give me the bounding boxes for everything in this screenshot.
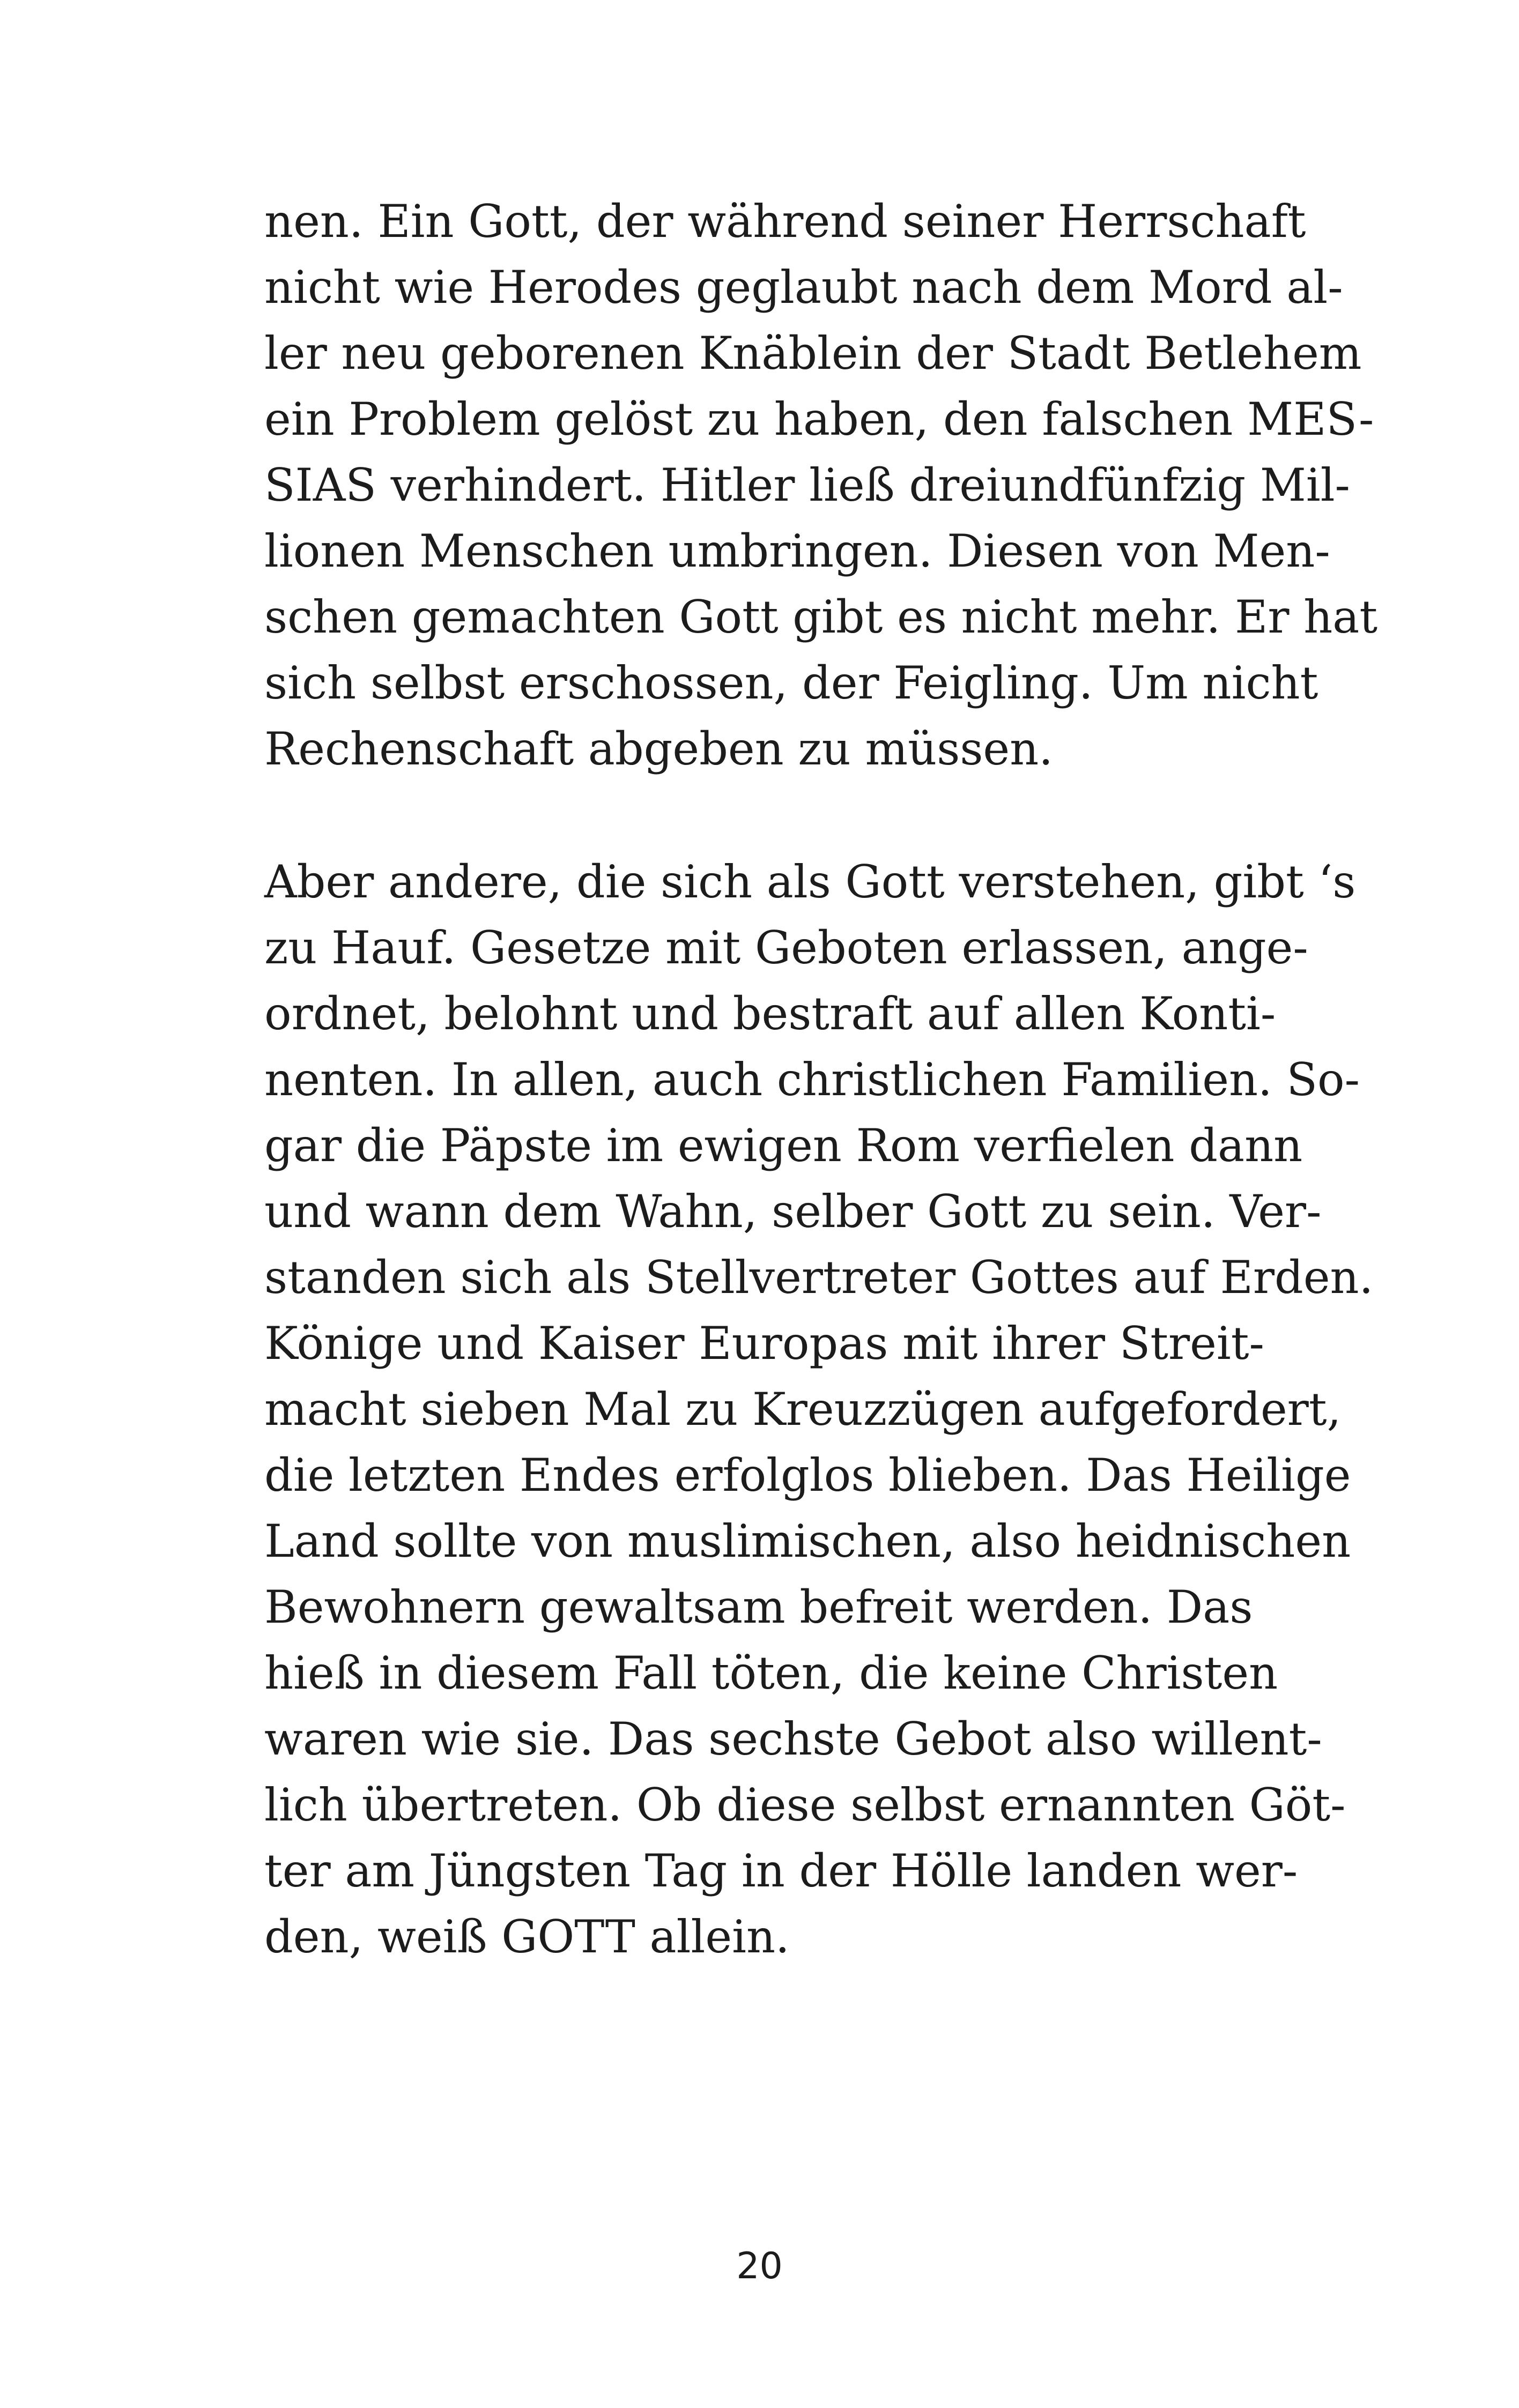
text-line: Könige und Kaiser Europas mit ihrer Streit- xyxy=(264,1317,1264,1370)
text-line: Bewohnern gewaltsam befreit werden. Das xyxy=(264,1581,1253,1633)
text-line: gar die Päpste im ewigen Rom verfielen dann xyxy=(264,1119,1303,1172)
text-line: ordnet, belohnt und bestraft auf allen Konti- xyxy=(264,987,1276,1040)
text-line: SIAS verhindert. Hitler ließ dreiundfünfzig Mil- xyxy=(264,459,1350,511)
text-line: standen sich als Stellvertreter Gottes auf Erden. xyxy=(264,1251,1374,1304)
text-line: zu Hauf. Gesetze mit Geboten erlassen, ange- xyxy=(264,921,1308,974)
page-number: 20 xyxy=(736,2245,783,2287)
text-line: Aber andere, die sich als Gott verstehen, gibt ‘s xyxy=(264,856,1356,908)
text-line: waren wie sie. Das sechste Gebot also willent- xyxy=(264,1713,1322,1765)
text-line: die letzten Endes erfolglos blieben. Das Heilige xyxy=(264,1449,1351,1502)
text-line: ein Problem gelöst zu haben, den falschen MES- xyxy=(264,393,1374,445)
text-line: Land sollte von muslimischen, also heidnischen xyxy=(264,1515,1351,1567)
text-line: nicht wie Herodes geglaubt nach dem Mord al- xyxy=(264,261,1343,314)
text-line: lionen Menschen umbringen. Diesen von Men- xyxy=(264,525,1330,577)
text-line: sich selbst erschossen, der Feigling. Um nicht xyxy=(264,657,1318,709)
text-line: den, weiß GOTT allein. xyxy=(264,1911,790,1963)
text-line: macht sieben Mal zu Kreuzzügen aufgefordert, xyxy=(264,1383,1342,1436)
text-line: lich übertreten. Ob diese selbst ernannten Göt- xyxy=(264,1779,1346,1831)
text-line: nenten. In allen, auch christlichen Familien. So- xyxy=(264,1053,1360,1106)
paragraph-2 xyxy=(264,849,1374,1970)
text-line: schen gemachten Gott gibt es nicht mehr. Er hat xyxy=(264,591,1378,643)
text-line: nen. Ein Gott, der während seiner Herrschaft xyxy=(264,195,1306,248)
text-line: ler neu geborenen Knäblein der Stadt Betlehem xyxy=(264,327,1362,380)
text-line: ter am Jüngsten Tag in der Hölle landen wer- xyxy=(264,1845,1298,1897)
text-line: und wann dem Wahn, selber Gott zu sein. Ver- xyxy=(264,1185,1322,1238)
text-line: hieß in diesem Fall töten, die keine Christen xyxy=(264,1647,1278,1699)
paragraph-1 xyxy=(264,189,1378,782)
text-line: Rechenschaft abgeben zu müssen. xyxy=(264,723,1053,775)
